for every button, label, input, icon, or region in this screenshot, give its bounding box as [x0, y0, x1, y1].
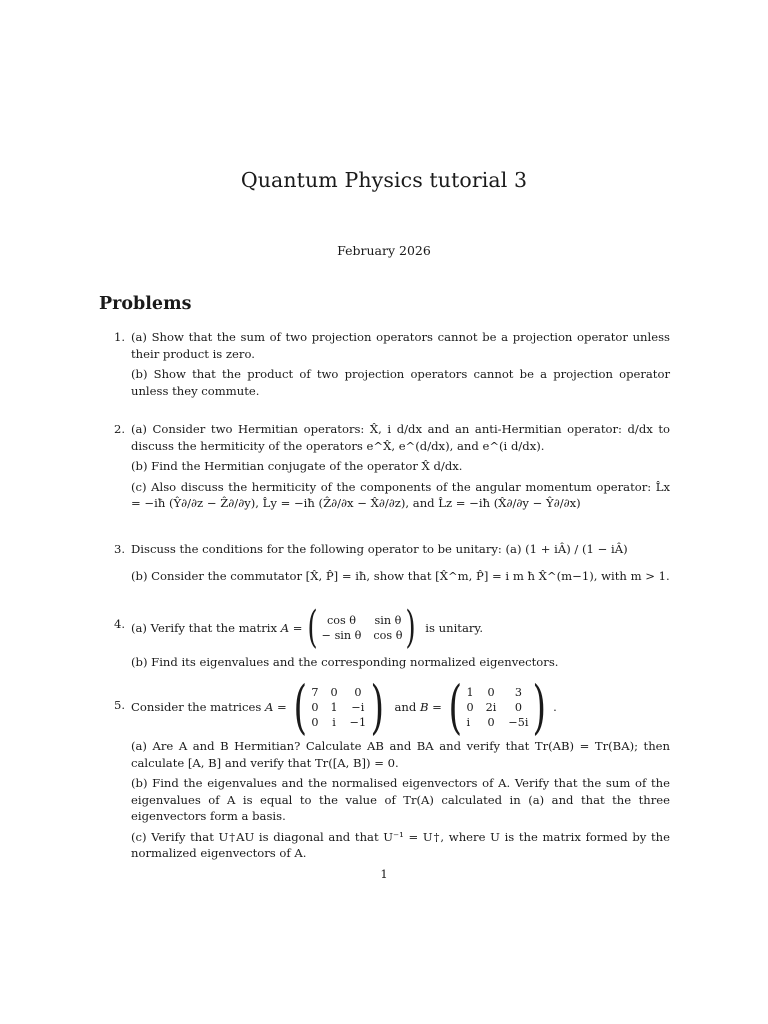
problem-number: 4.	[114, 617, 126, 631]
problem-2	[100, 421, 670, 516]
problem-3	[100, 541, 670, 588]
problem-3a: Discuss the conditions for the following operator to be unitary: (a) (1 + iÂ) / (1 − iÂ)	[131, 542, 628, 556]
problem-5	[100, 673, 670, 866]
problem-number: 1.	[114, 330, 126, 344]
problem-4b: (b) Find its eigenvalues and the corresponding normalized eigenvectors.	[131, 655, 559, 669]
matrix-5-A: ( 7 0 0 0 1 −i 0 i −1 )	[293, 673, 385, 741]
problem-number: 5.	[114, 698, 126, 712]
problem-3b: (b) Consider the commutator [X̂, P̂] = iħ, show that [X̂^m, P̂] = i m ħ X̂^(m−1), with m > 1.	[131, 568, 670, 583]
problem-4	[100, 602, 670, 675]
section-heading: Problems	[99, 294, 192, 314]
page-number: 1	[380, 867, 388, 881]
problem-5b: (b) Find the eigenvalues and the normalised eigenvectors of A. Verify that the sum of the eigenvalues of A is equal to the value of Tr(A) calculated in (a) and that the three eigenvectors form a basis.	[131, 776, 670, 823]
problem-1b: (b) Show that the product of two projection operators cannot be a projection operator unless they commute.	[131, 367, 670, 398]
problem-1	[100, 329, 670, 403]
matrix-4-A: ( cos θ sin θ − sin θ cos θ )	[307, 602, 417, 653]
problem-1a: (a) Show that the sum of two projection operators cannot be a projection operator unless their product is zero.	[131, 330, 670, 361]
matrix-5-B: ( 1 0 3 0 2i 0 i 0 −5i )	[448, 673, 547, 741]
problem-2c: (c) Also discuss the hermiticity of the components of the angular momentum operator: L̂x = −iħ (Ŷ∂/∂z − Ẑ∂/∂y), L̂y = −iħ (Ẑ∂/∂x − X̂∂/∂z), and L̂z = −iħ (X̂∂/∂y − Ŷ∂/∂x)	[131, 479, 670, 510]
problem-2a: (a) Consider two Hermitian operators: X̂, i d/dx and an anti-Hermitian operator: d/dx to discuss the hermiticity of the operators e^X̂, e^(d/dx), and e^(i d/dx).	[131, 422, 670, 453]
problem-number: 3.	[114, 542, 126, 556]
problem-5-intro: Consider the matrices A = ( 7 0 0 0 1 −i 0 i −1 ) and B = ( 1 0 3 0 2i 0 i 0 −5i ) .	[131, 673, 557, 741]
document-title: Quantum Physics tutorial 3	[240, 168, 528, 192]
problem-number: 2.	[114, 422, 126, 436]
problem-5c: (c) Verify that U†AU is diagonal and that U⁻¹ = U†, where U is the matrix formed by the normalized eigenvectors of A.	[131, 829, 670, 860]
problem-2b: (b) Find the Hermitian conjugate of the operator X̂ d/dx.	[131, 459, 463, 473]
document-date: February 2026	[337, 243, 431, 258]
problem-4a: (a) Verify that the matrix A = ( cos θ sin θ − sin θ cos θ ) is unitary.	[131, 602, 484, 653]
problem-5a: (a) Are A and B Hermitian? Calculate AB and BA and verify that Tr(AB) = Tr(BA); then calculate [A, B] and verify that Tr([A, B]) = 0.	[131, 739, 670, 770]
